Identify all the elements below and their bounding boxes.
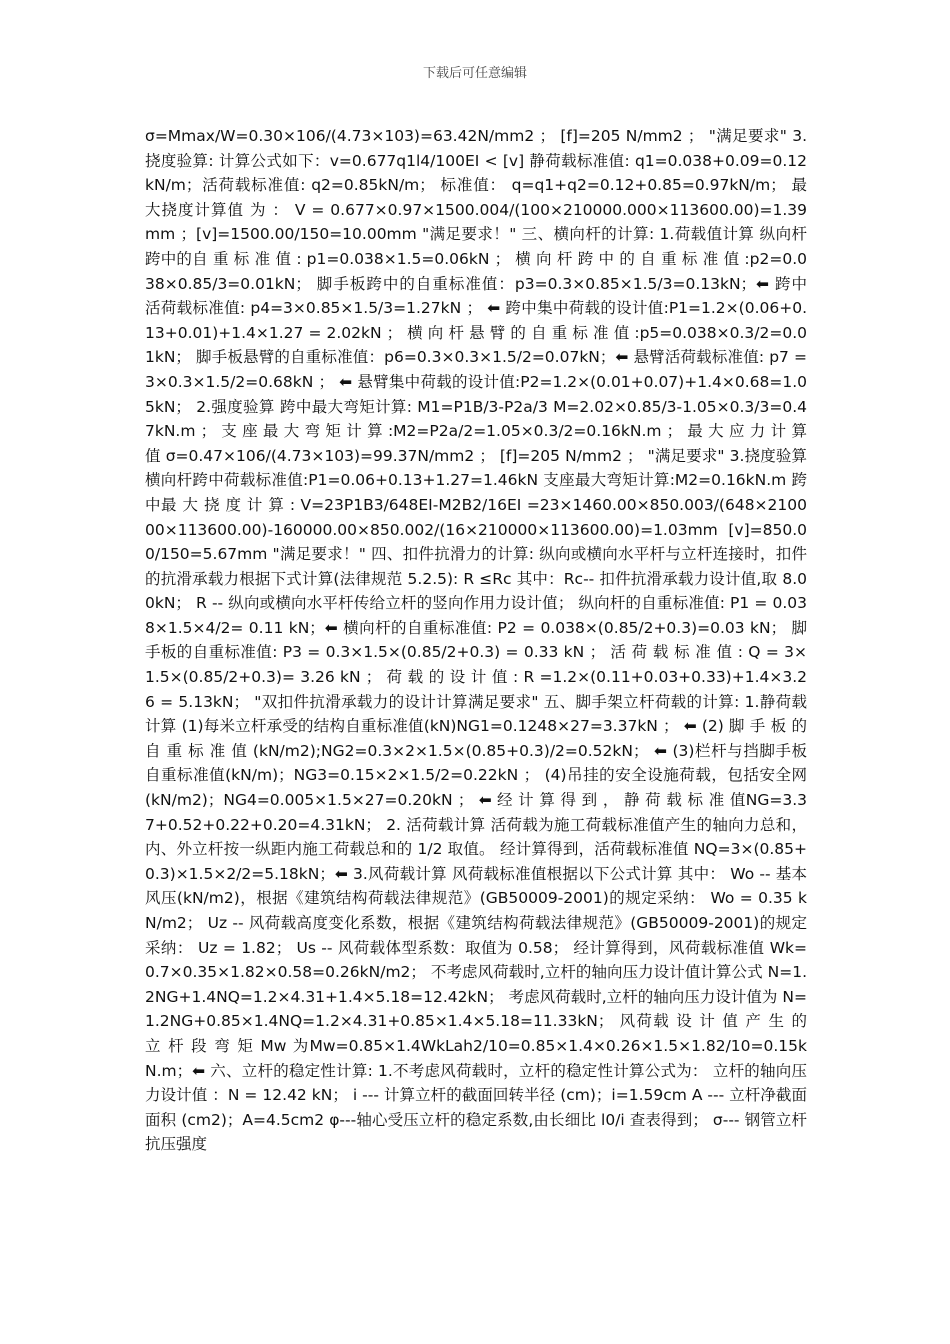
document-body	[145, 124, 807, 1157]
body-paragraph: σ=Mmax/W=0.30×106/(4.73×103)=63.42N/mm2 ； [f]=205 N/mm2 ； "满足要求" 3.挠度验算: 计算公式如下：v=0.677q1l4/100EI < [v] 静荷载标准值: q1=0.038+0.09=0.12kN/m；活荷载标准值: q2=0.85kN/m； 标准值： q=q1+q2=0.12+0.85=0.97kN/m； 最大挠度计算值 为 ： V = 0.677×0.97×1500.004/(100×210000.000×113600.00)=1.39mm ；[v]=1500.00/150=10.00mm "满足要求！" 三、横向杆的计算: 1.荷载值计算 纵向杆跨中的自 重 标 准 值 : p1=0.038×1.5=0.06kN ； 横 向 杆 跨 中 的 自 重 标 准 值 :p2=0.038×0.85/3=0.01kN； 脚手板跨中的自重标准值：p3=0.3×0.85×1.5/3=0.13kN；⬅ 跨中活荷载标准值: p4=3×0.85×1.5/3=1.27kN ； ⬅ 跨中集中荷载的设计值:P1=1.2×(0.06+0.13+0.01)+1.4×1.27 = 2.02kN ； 横 向 杆 悬 臂 的 自 重 标 准 值 :p5=0.038×0.3/2=0.01kN； 脚手板悬臂的自重标准值：p6=0.3×0.3×1.5/2=0.07kN；⬅ 悬臂活荷载标准值: p7 = 3×0.3×1.5/2=0.68kN ； ⬅ 悬臂集中荷载的设计值:P2=1.2×(0.01+0.07)+1.4×0.68=1.05kN； 2.强度验算 跨中最大弯矩计算: M1=P1B/3-P2a/3 M=2.02×0.85/3-1.05×0.3/3=0.47kN.m ； 支 座 最 大 弯 矩 计 算 :M2=P2a/2=1.05×0.3/2=0.16kN.m ； 最 大 应 力 计 算 值 σ=0.47×106/(4.73×103)=99.37N/mm2 ； [f]=205 N/mm2 ； "满足要求" 3.挠度验算 横向杆跨中荷载标准值:P1=0.06+0.13+1.27=1.46kN 支座最大弯矩计算:M2=0.16kN.m 跨中最 大 挠 度 计 算 : V=23P1B3/648EI-M2B2/16EI =23×1460.00×850.003/(648×210000×113600.00)-160000.00×850.002/(16×210000×113600.00)=1.03mm [v]=850.00/150=5.67mm "满足要求！" 四、扣件抗滑力的计算: 纵向或横向水平杆与立杆连接时，扣件的抗滑承载力根据下式计算(法律规范 5.2.5): R ≤Rc 其中：Rc-- 扣件抗滑承载力设计值,取 8.00kN； R -- 纵向或横向水平杆传给立杆的竖向作用力设计值； 纵向杆的自重标准值: P1 = 0.038×1.5×4/2= 0.11 kN；⬅ 横向杆的自重标准值: P2 = 0.038×(0.85/2+0.3)=0.03 kN； 脚手板的自重标准值: P3 = 0.3×1.5×(0.85/2+0.3) = 0.33 kN ； 活 荷 载 标 准 值 : Q = 3×1.5×(0.85/2+0.3)= 3.26 kN ； 荷 载 的 设 计 值 : R =1.2×(0.11+0.03+0.33)+1.4×3.26 = 5.13kN； "双扣件抗滑承载力的设计计算满足要求" 五、脚手架立杆荷载的计算: 1.静荷载计算 (1)每米立杆承受的结构自重标准值(kN)NG1=0.1248×27=3.37kN ； ⬅ (2) 脚 手 板 的 自 重 标 准 值 (kN/m2);NG2=0.3×2×1.5×(0.85+0.3)/2=0.52kN； ⬅ (3)栏杆与挡脚手板自重标准值(kN/m)；NG3=0.15×2×1.5/2=0.22kN ； (4)吊挂的安全设施荷载，包括安全网(kN/m2)；NG4=0.005×1.5×27=0.20kN ； ⬅ 经 计 算 得 到 ， 静 荷 载 标 准 值NG=3.37+0.52+0.22+0.20=4.31kN； 2. 活荷载计算 活荷载为施工荷载标准值产生的轴向力总和，内、外立杆按一纵距内施工荷载总和的 1/2 取值。 经计算得到，活荷载标准值 NQ=3×(0.85+0.3)×1.5×2/2=5.18kN；⬅ 3.风荷载计算 风荷载标准值根据以下公式计算 其中： Wo -- 基本风压(kN/m2)，根据《建筑结构荷载法律规范》(GB50009-2001)的规定采纳： Wo = 0.35 kN/m2； Uz -- 风荷载高度变化系数，根据《建筑结构荷载法律规范》(GB50009-2001)的规定采纳： Uz = 1.82； Us -- 风荷载体型系数：取值为 0.58； 经计算得到，风荷载标准值 Wk=0.7×0.35×1.82×0.58=0.26kN/m2； 不考虑风荷载时,立杆的轴向压力设计值计算公式 N=1.2NG+1.4NQ=1.2×4.31+1.4×5.18=12.42kN； 考虑风荷载时,立杆的轴向压力设计值为 N=1.2NG+0.85×1.4NQ=1.2×4.31+0.85×1.4×5.18=11.33kN； 风荷载 设 计 值 产 生 的 立 杆 段 弯 矩 Mw 为Mw=0.85×1.4WkLah2/10=0.85×1.4×0.26×1.5×1.82/10=0.15kN.m；⬅ 六、立杆的稳定性计算: 1.不考虑风荷载时，立杆的稳定性计算公式为： 立杆的轴向压力设计值 ：N = 12.42 kN； i --- 计算立杆的截面回转半径 (cm)；i=1.59cm A --- 立杆净截面面积 (cm2)；A=4.5cm2 φ---轴心受压立杆的稳定系数,由长细比 l0/i 查表得到； σ--- 钢管立杆抗压强度	[145, 127, 808, 1154]
page-header: 下载后可任意编辑	[422, 66, 527, 81]
